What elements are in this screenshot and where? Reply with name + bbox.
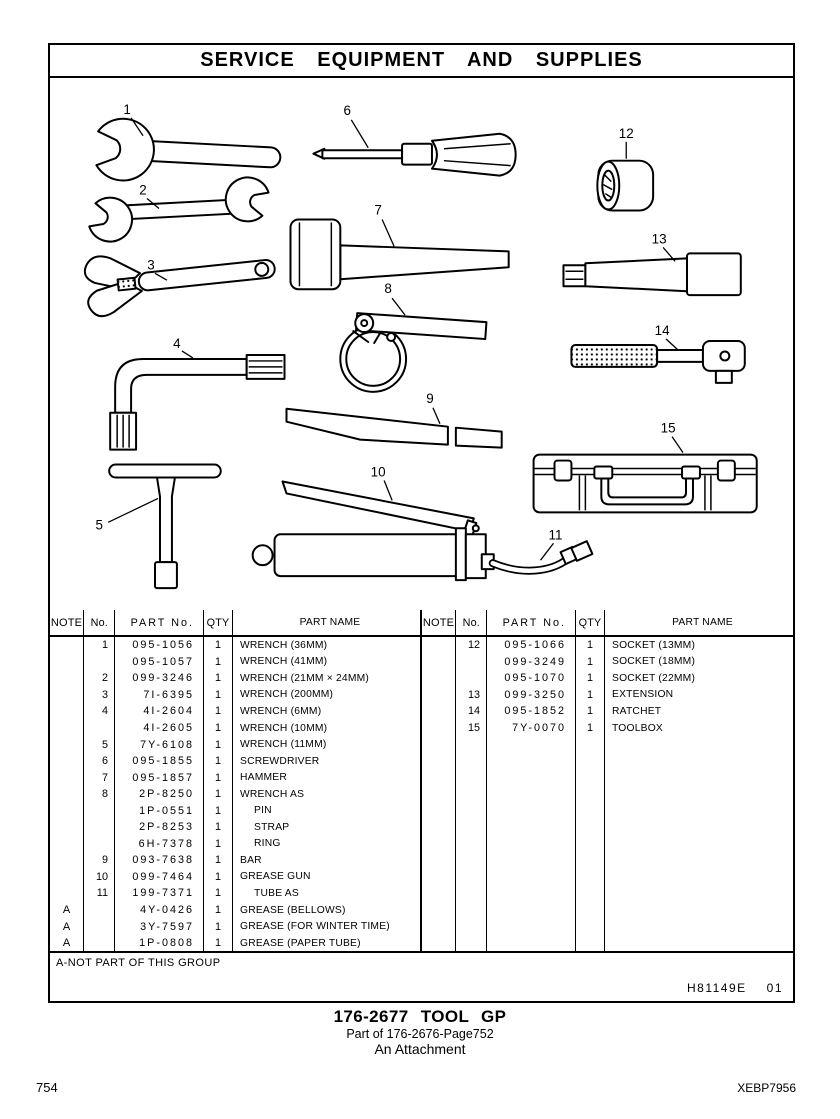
cell-no: 3: [84, 687, 115, 704]
table-row: [422, 703, 793, 720]
cell-part_no: 4I-2605: [115, 720, 204, 737]
table-row: [50, 918, 420, 935]
cell-name: WRENCH (200MM): [240, 689, 334, 701]
header-qty: QTY: [204, 610, 233, 635]
cell-part_no: 3Y-7597: [115, 918, 204, 935]
footnote-text: A-NOT PART OF THIS GROUP: [56, 957, 221, 969]
cell-part_no: 4I-2604: [115, 703, 204, 720]
cell-empty: [487, 736, 576, 951]
cell-name: WRENCH (36MM): [240, 639, 328, 651]
cell-name: GREASE (PAPER TUBE): [240, 937, 361, 949]
cell-part_no: 095-1066: [487, 637, 576, 654]
cell-no: 7: [84, 769, 115, 786]
cell-part_no: 4Y-0426: [115, 902, 204, 919]
tool-9-bar: [287, 409, 502, 448]
cell-qty: 1: [204, 819, 233, 836]
cell-no: [84, 902, 115, 919]
cell-part_no: 2P-8253: [115, 819, 204, 836]
cell-note: A: [50, 935, 84, 951]
cell-name: WRENCH (6MM): [240, 705, 322, 717]
cell-part_no: 095-1070: [487, 670, 576, 687]
cell-name: STRAP: [254, 821, 290, 833]
cell-no: 12: [456, 637, 487, 654]
cell-qty: 1: [204, 869, 233, 886]
cell-qty: 1: [204, 918, 233, 935]
cell-name: GREASE (BELLOWS): [240, 904, 346, 916]
group-title: 176-2677 TOOL GP: [333, 1007, 507, 1026]
tool-5-t-handle-wrench: [109, 465, 221, 589]
document-reference: XEBP7956: [737, 1081, 796, 1095]
callout-9-leader: [433, 408, 440, 424]
cell-note: [50, 720, 84, 737]
cell-note: A: [50, 918, 84, 935]
cell-qty: 1: [204, 736, 233, 753]
callout-15: 15: [660, 420, 676, 436]
cell-name: TOOLBOX: [612, 722, 663, 734]
table-filler-row: [422, 736, 793, 951]
table-row: [50, 753, 420, 770]
cell-name: GREASE GUN: [240, 871, 311, 883]
tool-14-ratchet: [571, 341, 744, 383]
cell-empty: [422, 736, 456, 951]
cell-note: [422, 687, 456, 704]
table-body-left: [50, 637, 420, 951]
cell-no: [456, 670, 487, 687]
cell-qty: 1: [204, 720, 233, 737]
cell-no: [84, 918, 115, 935]
cell-part_no: 095-1057: [115, 654, 204, 671]
page-number: 754: [36, 1080, 58, 1095]
cell-name: BAR: [240, 854, 262, 866]
cell-part_no: 095-1852: [487, 703, 576, 720]
part-of-reference: Part of 176-2676-Page752: [346, 1026, 494, 1041]
table-row: [50, 736, 420, 753]
page-footer: [0, 1007, 840, 1057]
tool-diagram: [50, 78, 793, 610]
cell-part_no: 099-3250: [487, 687, 576, 704]
tool-2-double-open-end-wrench: [84, 171, 274, 249]
callout-6-leader: [351, 120, 368, 148]
cell-note: [50, 885, 84, 902]
parts-table-right: [422, 610, 793, 951]
tool-12-socket: [597, 161, 653, 211]
cell-name: SOCKET (22MM): [612, 672, 696, 684]
cell-name: SOCKET (18MM): [612, 656, 696, 668]
page-title: SERVICE EQUIPMENT AND SUPPLIES: [200, 49, 643, 71]
callout-4: 4: [173, 335, 181, 351]
cell-qty: 1: [204, 637, 233, 654]
header-part-name: PART NAME: [672, 617, 733, 628]
table-row: [50, 902, 420, 919]
cell-part_no: 6H-7378: [115, 836, 204, 853]
table-row: [50, 720, 420, 737]
tool-10-grease-gun: [253, 481, 494, 580]
cell-qty: 1: [204, 935, 233, 951]
cell-name: RING: [254, 838, 281, 850]
tool-4-hex-key: [110, 355, 284, 450]
table-row: [50, 670, 420, 687]
document-code: [687, 981, 783, 995]
table-row: [50, 654, 420, 671]
cell-part_no: 7Y-0070: [487, 720, 576, 737]
tool-8-strap-wrench: [340, 313, 486, 392]
cell-name: EXTENSION: [612, 689, 674, 701]
cell-qty: 1: [576, 687, 605, 704]
cell-qty: 1: [576, 703, 605, 720]
cell-note: [422, 670, 456, 687]
cell-note: [50, 753, 84, 770]
cell-no: [84, 802, 115, 819]
cell-name: TUBE AS: [254, 887, 299, 899]
cell-part_no: 7I-6395: [115, 687, 204, 704]
cell-note: [422, 720, 456, 737]
cell-part_no: 099-3249: [487, 654, 576, 671]
cell-qty: 1: [204, 654, 233, 671]
cell-note: [422, 637, 456, 654]
cell-name: RATCHET: [612, 705, 662, 717]
cell-no: 2: [84, 670, 115, 687]
cell-part_no: 2P-8250: [115, 786, 204, 803]
cell-qty: 1: [576, 720, 605, 737]
callout-13: 13: [651, 231, 667, 247]
cell-note: [50, 819, 84, 836]
cell-no: [84, 935, 115, 951]
table-row: [50, 769, 420, 786]
cell-no: [84, 836, 115, 853]
cell-note: [50, 802, 84, 819]
cell-note: A: [50, 902, 84, 919]
cell-no: 9: [84, 852, 115, 869]
cell-note: [50, 670, 84, 687]
callout-2: 2: [139, 182, 147, 198]
table-row: [50, 819, 420, 836]
cell-part_no: 095-1855: [115, 753, 204, 770]
table-row: [50, 869, 420, 886]
cell-name: HAMMER: [240, 772, 287, 784]
cell-no: 13: [456, 687, 487, 704]
header-no: No.: [456, 610, 487, 635]
cell-qty: 1: [204, 852, 233, 869]
tool-11-grease-hose: [493, 541, 593, 571]
cell-name: WRENCH AS: [240, 788, 305, 800]
cell-part_no: 095-1857: [115, 769, 204, 786]
table-row: [50, 687, 420, 704]
cell-name: WRENCH (10MM): [240, 722, 328, 734]
header-no: No.: [84, 610, 115, 635]
cell-note: [50, 654, 84, 671]
cell-name: SOCKET (13MM): [612, 639, 696, 651]
cell-qty: 1: [204, 786, 233, 803]
cell-qty: 1: [204, 885, 233, 902]
callout-3: 3: [147, 257, 155, 273]
cell-note: [50, 687, 84, 704]
tool-6-screwdriver: [313, 134, 515, 176]
table-row: [50, 885, 420, 902]
table-row: [50, 703, 420, 720]
cell-no: 1: [84, 637, 115, 654]
table-row: [422, 654, 793, 671]
table-row: [50, 786, 420, 803]
callout-8-leader: [392, 298, 405, 315]
cell-part_no: 099-7464: [115, 869, 204, 886]
cell-note: [50, 769, 84, 786]
cell-no: [84, 819, 115, 836]
tool-illustrations-svg: [50, 78, 793, 610]
doc-code-value: H81149E: [686, 981, 747, 995]
callout-11: 11: [548, 527, 563, 543]
cell-qty: 1: [204, 670, 233, 687]
header-part-name: PART NAME: [299, 617, 361, 628]
callout-15-leader: [672, 437, 683, 453]
cell-note: [50, 736, 84, 753]
table-body-right: [422, 637, 793, 951]
header-note: NOTE: [422, 610, 456, 635]
header-qty: QTY: [576, 610, 605, 635]
cell-no: [456, 654, 487, 671]
cell-no: [84, 720, 115, 737]
table-header-right: [422, 610, 793, 637]
cell-no: 8: [84, 786, 115, 803]
cell-qty: 1: [204, 687, 233, 704]
content-frame: [48, 43, 795, 1003]
cell-part_no: 099-3246: [115, 670, 204, 687]
cell-empty: [576, 736, 605, 951]
cell-qty: 1: [204, 902, 233, 919]
callout-8: 8: [384, 281, 392, 297]
doc-revision: 01: [766, 981, 783, 995]
cell-note: [50, 637, 84, 654]
cell-name: PIN: [254, 805, 272, 817]
table-row: [50, 637, 420, 654]
cell-qty: 1: [576, 654, 605, 671]
callout-10: 10: [370, 464, 386, 480]
cell-empty: [456, 736, 487, 951]
parts-table: [50, 610, 793, 953]
cell-qty: 1: [576, 637, 605, 654]
parts-table-left: [50, 610, 422, 951]
cell-no: 11: [84, 885, 115, 902]
cell-part_no: 095-1056: [115, 637, 204, 654]
callout-5: 5: [95, 517, 103, 533]
header-part-no: PART No.: [487, 610, 576, 635]
table-row: [50, 935, 420, 951]
table-row: [422, 720, 793, 737]
cell-note: [50, 786, 84, 803]
cell-note: [50, 836, 84, 853]
cell-no: 4: [84, 703, 115, 720]
callout-14-leader: [666, 339, 678, 350]
table-row: [422, 637, 793, 654]
cell-qty: 1: [204, 836, 233, 853]
callout-9: 9: [426, 390, 434, 406]
cell-qty: 1: [204, 703, 233, 720]
tool-7-hammer: [290, 219, 508, 289]
callout-14: 14: [654, 323, 670, 339]
cell-note: [50, 703, 84, 720]
tool-13-extension: [563, 253, 740, 295]
cell-empty: [605, 736, 793, 951]
header-part-no: PART No.: [115, 610, 204, 635]
cell-no: 14: [456, 703, 487, 720]
callout-1: 1: [123, 101, 131, 117]
callout-10-leader: [384, 480, 392, 500]
tool-15-toolbox: [534, 455, 757, 513]
cell-no: 10: [84, 869, 115, 886]
cell-part_no: 1P-0551: [115, 802, 204, 819]
footnote-strip: [50, 953, 793, 1001]
cell-note: [50, 869, 84, 886]
cell-qty: 1: [576, 670, 605, 687]
header-note: NOTE: [50, 610, 84, 635]
cell-name: SCREWDRIVER: [240, 755, 320, 767]
cell-part_no: 093-7638: [115, 852, 204, 869]
cell-qty: 1: [204, 769, 233, 786]
table-row: [422, 670, 793, 687]
callout-7: 7: [374, 202, 382, 218]
cell-name: WRENCH (21MM × 24MM): [240, 672, 370, 684]
cell-no: [84, 654, 115, 671]
cell-no: 6: [84, 753, 115, 770]
table-row: [50, 802, 420, 819]
cell-no: 15: [456, 720, 487, 737]
cell-part_no: 199-7371: [115, 885, 204, 902]
cell-no: 5: [84, 736, 115, 753]
callout-12: 12: [618, 125, 634, 141]
callout-4-leader: [182, 351, 193, 358]
cell-note: [50, 852, 84, 869]
attachment-note: An Attachment: [374, 1040, 466, 1057]
cell-part_no: 7Y-6108: [115, 736, 204, 753]
callout-11-leader: [541, 543, 554, 560]
title-band: [50, 45, 793, 78]
table-header-left: [50, 610, 420, 637]
callout-5-leader: [108, 498, 158, 522]
cell-qty: 1: [204, 802, 233, 819]
cell-qty: 1: [204, 753, 233, 770]
callout-7-leader: [382, 219, 394, 246]
tool-3-adjustable-wrench: [83, 238, 277, 317]
cell-name: WRENCH (41MM): [240, 656, 328, 668]
cell-part_no: 1P-0808: [115, 935, 204, 951]
cell-note: [422, 703, 456, 720]
table-row: [50, 836, 420, 853]
cell-name: GREASE (FOR WINTER TIME): [240, 921, 390, 933]
table-row: [422, 687, 793, 704]
callout-6: 6: [343, 102, 352, 118]
table-row: [50, 852, 420, 869]
cell-name: WRENCH (11MM): [240, 739, 327, 751]
cell-note: [422, 654, 456, 671]
